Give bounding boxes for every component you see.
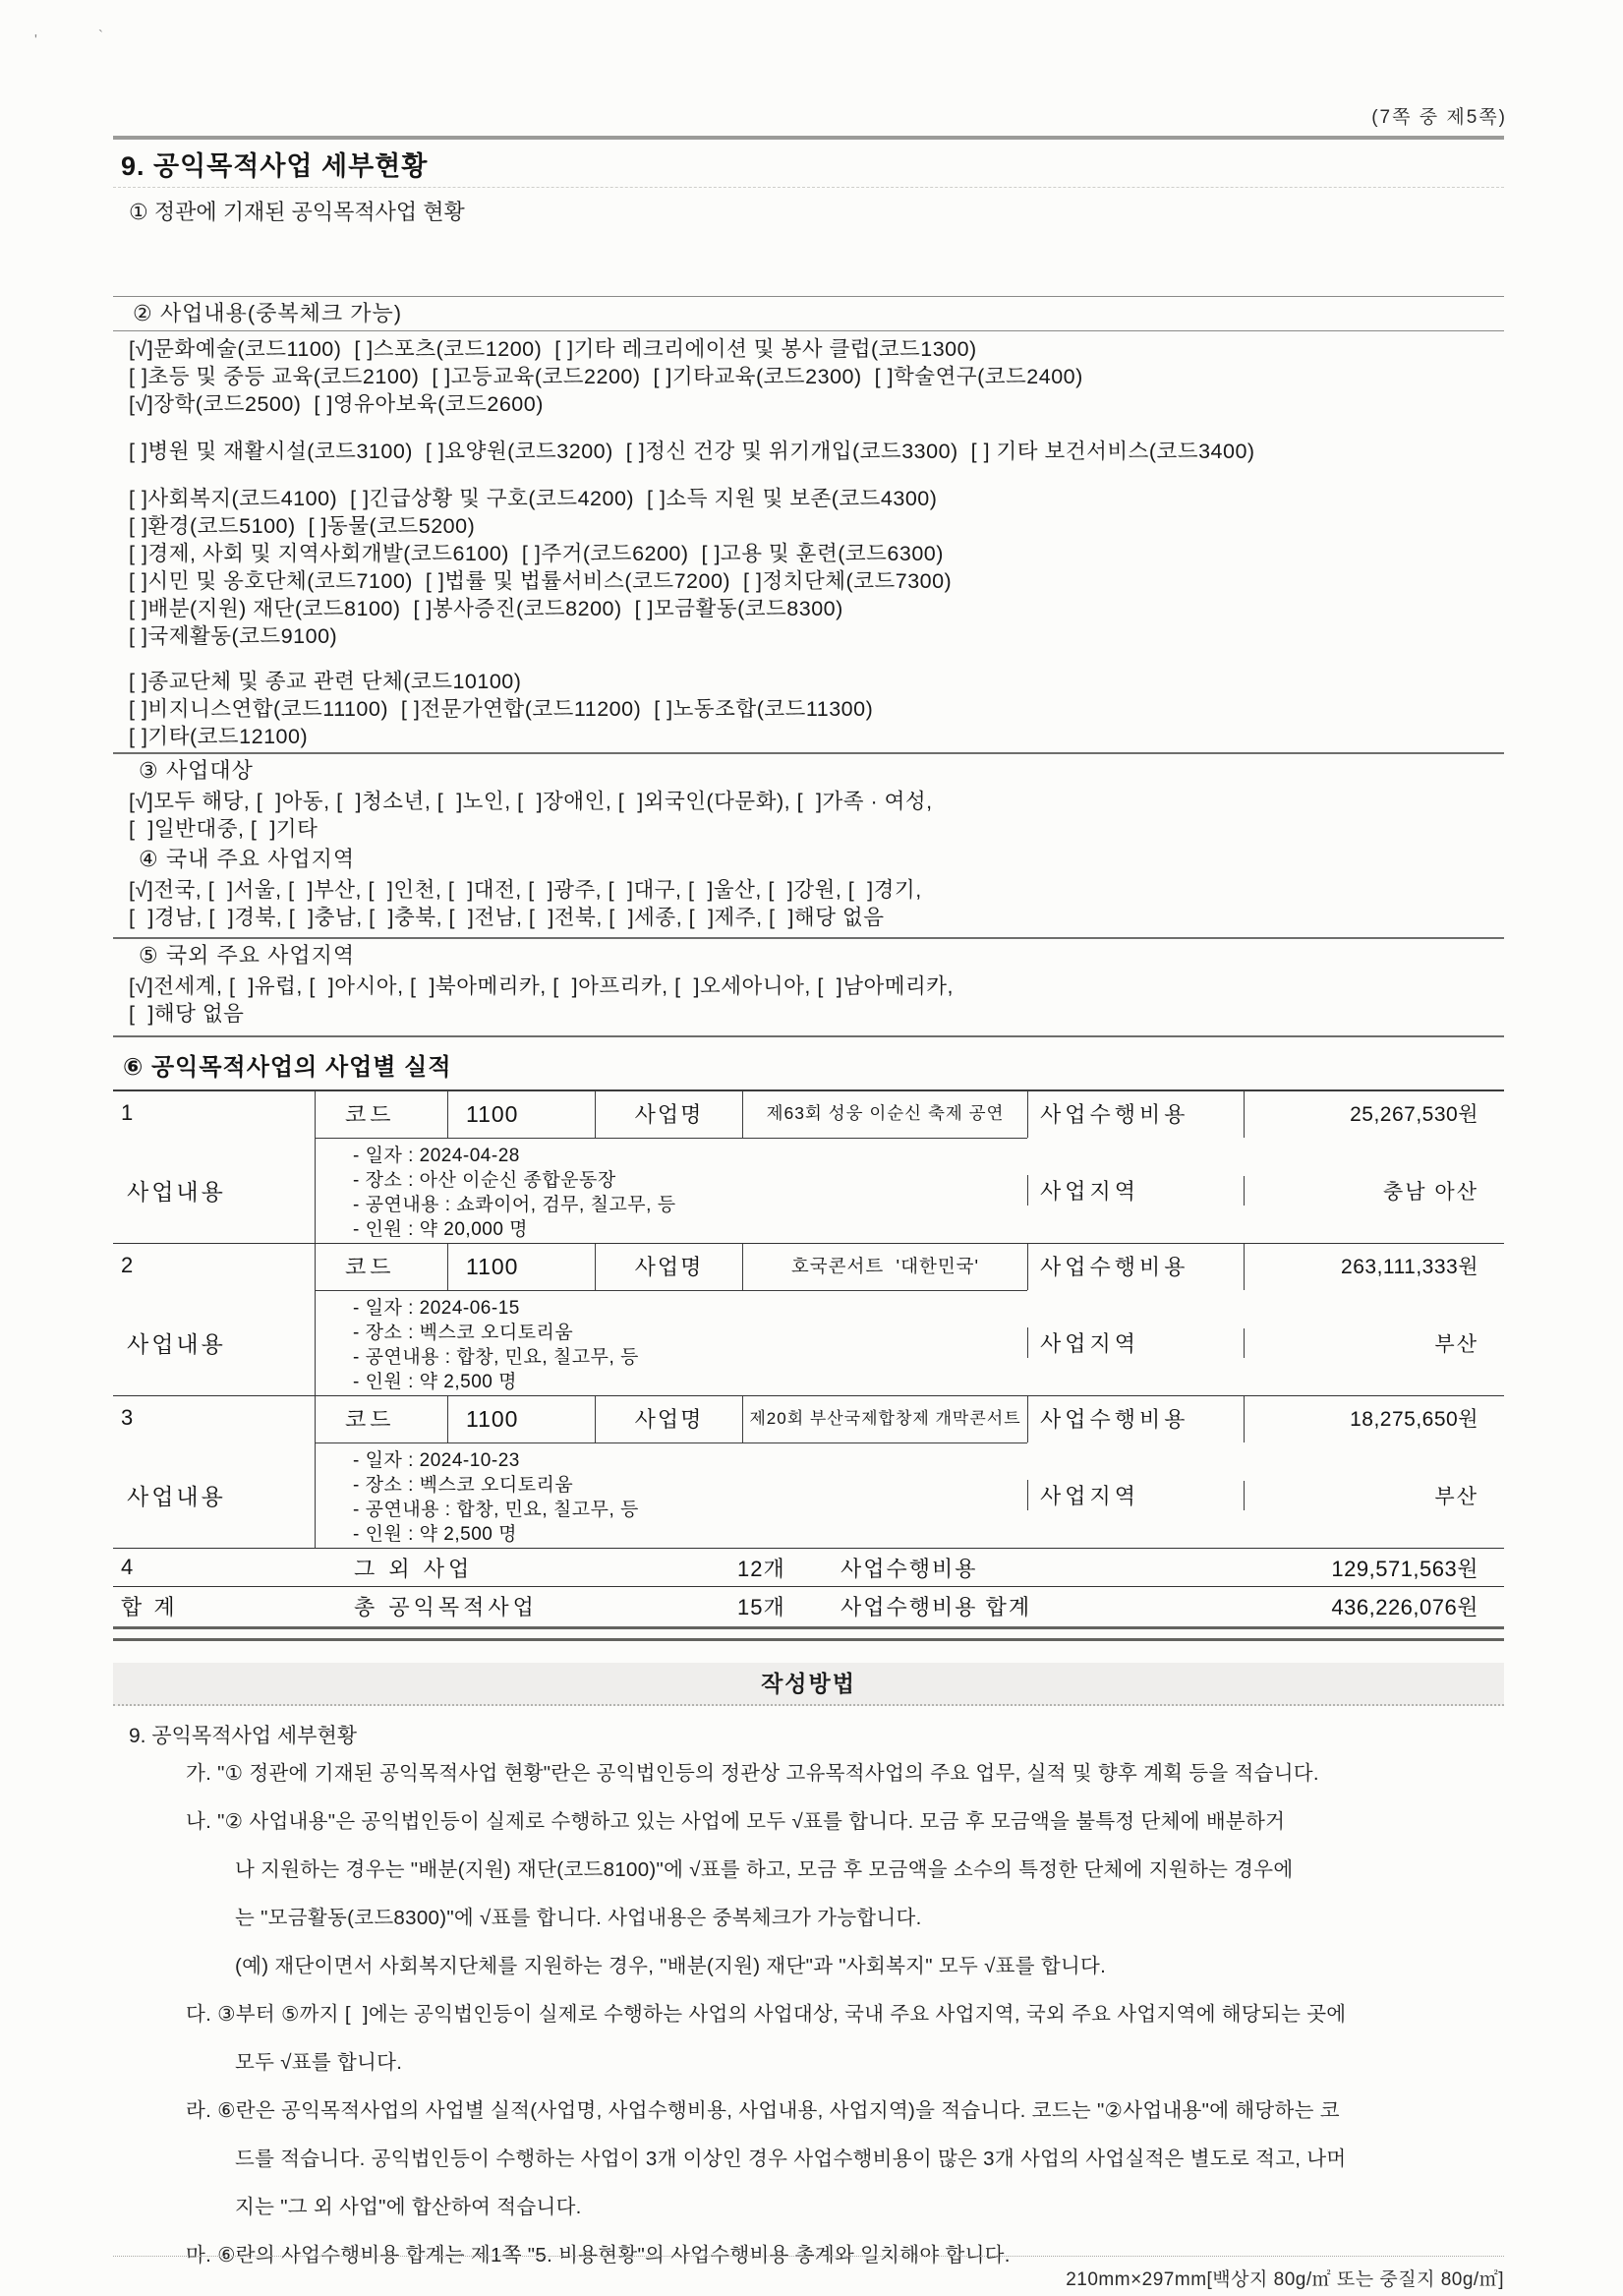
detail-line: - 인원 : 약 2,500 명 bbox=[353, 1372, 517, 1392]
checkbox-line: [ ]경남, [ ]경북, [ ]충남, [ ]충북, [ ]전남, [ ]전북, [ ]세종, [ ]제주, [ ]해당 없음 bbox=[129, 906, 885, 929]
code-value: 1100 bbox=[447, 1091, 595, 1138]
code-value: 1100 bbox=[447, 1396, 595, 1442]
project-number: 3 bbox=[121, 1405, 134, 1430]
instruction-line: 마. ⑥란의 사업수행비용 합계는 제1쪽 "5. 비용현황"의 사업수행비용 총계와 일치해야 합니다. bbox=[186, 2244, 1011, 2267]
region-label: 사업지역 bbox=[1027, 1480, 1244, 1510]
total-row bbox=[113, 1586, 1504, 1624]
checkbox-line: [ ]배분(지원) 재단(코드8100) [ ]봉사증진(코드8200) [ ]모금활동(코드8300) bbox=[129, 597, 843, 620]
region-value: 부산 bbox=[1244, 1481, 1504, 1510]
detail-label: 사업내용 bbox=[127, 1179, 226, 1205]
checkbox-line: [√]문화예술(코드1100) [ ]스포츠(코드1200) [ ]기타 레크리에이션 및 봉사 클럽(코드1300) bbox=[129, 337, 977, 361]
code-label: 코드 bbox=[315, 1091, 447, 1138]
detail-line: - 일자 : 2024-06-15 bbox=[353, 1298, 520, 1319]
cost-label: 사업수행비용 bbox=[1027, 1244, 1244, 1290]
checkbox-line: [ ]사회복지(코드4100) [ ]긴급상황 및 구호(코드4200) [ ]소득 지원 및 보존(코드4300) bbox=[129, 487, 938, 510]
project-name-value: 제20회 부산국제합창제 개막콘서트 bbox=[742, 1396, 1027, 1442]
project-row-3 bbox=[113, 1395, 1504, 1548]
cost-value: 18,275,650원 bbox=[1244, 1396, 1504, 1442]
detail-line: - 일자 : 2024-04-28 bbox=[353, 1146, 520, 1166]
project-row-1 bbox=[113, 1091, 1504, 1243]
spacer bbox=[113, 652, 1504, 664]
scan-artifact: ' bbox=[34, 31, 37, 48]
row-title: 그 외 사업 bbox=[354, 1556, 474, 1581]
region-value: 충남 아산 bbox=[1244, 1176, 1504, 1206]
checkbox-line: [√]모두 해당, [ ]아동, [ ]청소년, [ ]노인, [ ]장애인, [ ]외국인(다문화), [ ]가족 · 여성, bbox=[129, 790, 933, 813]
cost-label: 사업수행비용 bbox=[1027, 1091, 1244, 1138]
cost-value: 129,571,563원 bbox=[1331, 1556, 1478, 1581]
total-title: 총 공익목적사업 bbox=[354, 1594, 538, 1619]
checkbox-line: [√]전세계, [ ]유럽, [ ]아시아, [ ]북아메리카, [ ]아프리카, [ ]오세아니아, [ ]남아메리카, bbox=[129, 974, 955, 998]
region-value: 부산 bbox=[1244, 1328, 1504, 1358]
instruction-line: 모두 √표를 합니다. bbox=[235, 2051, 403, 2074]
cost-value: 263,111,333원 bbox=[1244, 1244, 1504, 1290]
project-number: 2 bbox=[121, 1253, 134, 1277]
subsection-1-heading: ① 정관에 기재된 공익목적사업 현황 bbox=[129, 200, 465, 224]
instruction-line: 다. ③부터 ⑤까지 [ ]에는 공익법인등이 실제로 수행하는 사업의 사업대상, 국내 주요 사업지역, 국외 주요 사업지역에 해당되는 곳에 bbox=[186, 2003, 1347, 2026]
table-end-divider bbox=[113, 1626, 1504, 1641]
instructions-heading: 작성방법 bbox=[113, 1663, 1504, 1706]
detail-line: - 장소 : 아산 이순신 종합운동장 bbox=[353, 1170, 616, 1191]
spacer bbox=[113, 420, 1504, 434]
checkbox-line: [ ]환경(코드5100) [ ]동물(코드5200) bbox=[129, 514, 476, 538]
subsection-5-heading: ⑤ 국외 주요 사업지역 bbox=[139, 943, 356, 968]
checkbox-line: [ ]초등 및 중등 교육(코드2100) [ ]고등교육(코드2200) [ ]기타교육(코드2300) [ ]학술연구(코드2400) bbox=[129, 365, 1083, 388]
checkbox-line: [√]장학(코드2500) [ ]영유아보육(코드2600) bbox=[129, 392, 544, 416]
business-code-group bbox=[113, 434, 1504, 467]
total-cost-value: 436,226,076원 bbox=[1331, 1594, 1478, 1619]
business-code-group bbox=[113, 331, 1504, 420]
project-number: 1 bbox=[121, 1100, 134, 1125]
total-cost-label: 사업수행비용 합계 bbox=[840, 1594, 1032, 1619]
section-title: 9. 공익목적사업 세부현황 bbox=[113, 140, 1504, 188]
detail-lines bbox=[315, 1442, 1027, 1548]
project-name-label: 사업명 bbox=[595, 1244, 742, 1290]
checkbox-line: [ ]시민 및 옹호단체(코드7100) [ ]법률 및 법률서비스(코드7200) [ ]정치단체(코드7300) bbox=[129, 569, 953, 593]
total-label: 합 계 bbox=[121, 1594, 178, 1619]
detail-lines bbox=[315, 1138, 1027, 1243]
checkbox-line: [ ]국제활동(코드9100) bbox=[129, 624, 338, 648]
document-body bbox=[113, 136, 1504, 2279]
detail-line: - 장소 : 벡스코 오디토리움 bbox=[353, 1323, 574, 1343]
code-label: 코드 bbox=[315, 1396, 447, 1442]
instruction-line: 나. "② 사업내용"은 공익법인등이 실제로 수행하고 있는 사업에 모두 √표를 합니다. 모금 후 모금액을 불특정 단체에 배분하거 bbox=[186, 1810, 1286, 1833]
detail-line: - 공연내용 : 합창, 민요, 칠고무, 등 bbox=[353, 1347, 639, 1368]
paper-spec-footer: 210mm×297mm[백상지 80g/㎡ 또는 중질지 80g/㎡] bbox=[113, 2256, 1504, 2291]
subsection-4-heading: ④ 국내 주요 사업지역 bbox=[139, 847, 356, 871]
instruction-line: 는 "모금활동(코드8300)"에 √표를 합니다. 사업내용은 중복체크가 가능합니다. bbox=[235, 1907, 922, 1929]
business-code-group bbox=[113, 481, 1504, 652]
instruction-line: 가. "① 정관에 기재된 공익목적사업 현황"란은 공익법인등의 정관상 고유목적사업의 주요 업무, 실적 및 향후 계획 등을 적습니다. bbox=[186, 1762, 1319, 1785]
spacer bbox=[113, 467, 1504, 481]
blank-entry-area bbox=[113, 223, 1504, 296]
row-number: 4 bbox=[121, 1555, 137, 1579]
total-count: 15개 bbox=[737, 1594, 785, 1619]
detail-line: - 인원 : 약 20,000 명 bbox=[353, 1219, 529, 1240]
project-row-2 bbox=[113, 1243, 1504, 1395]
checkbox-line: [ ]일반대중, [ ]기타 bbox=[129, 817, 319, 841]
instructions-subtitle: 9. 공익목적사업 세부현황 bbox=[129, 1725, 358, 1747]
detail-line: - 일자 : 2024-10-23 bbox=[353, 1450, 520, 1471]
detail-lines bbox=[315, 1290, 1027, 1395]
checkbox-line: [ ]경제, 사회 및 지역사회개발(코드6100) [ ]주거(코드6200) [ ]고용 및 훈련(코드6300) bbox=[129, 542, 944, 565]
subsection-2-heading: ② 사업내용(중복체크 가능) bbox=[133, 301, 403, 325]
other-projects-row bbox=[113, 1548, 1504, 1586]
instruction-line: 지는 "그 외 사업"에 합산하여 적습니다. bbox=[235, 2196, 582, 2218]
detail-label: 사업내용 bbox=[127, 1484, 226, 1509]
subsection-6-heading: ⑥ 공익목적사업의 사업별 실적 bbox=[123, 1054, 452, 1081]
cost-label: 사업수행비용 bbox=[840, 1556, 978, 1581]
project-name-value: 호국콘서트 '대한민국' bbox=[742, 1244, 1027, 1290]
business-code-group bbox=[113, 664, 1504, 752]
instruction-line: 라. ⑥란은 공익목적사업의 사업별 실적(사업명, 사업수행비용, 사업내용, 사업지역)을 적습니다. 코드는 "②사업내용"에 해당하는 코 bbox=[186, 2099, 1340, 2122]
region-label: 사업지역 bbox=[1027, 1327, 1244, 1358]
detail-line: - 장소 : 벡스코 오디토리움 bbox=[353, 1475, 574, 1496]
instructions-body bbox=[113, 1749, 1504, 2279]
instruction-line: 드를 적습니다. 공익법인등이 수행하는 사업이 3개 이상인 경우 사업수행비용이 많은 3개 사업의 사업실적은 별도로 적고, 나머 bbox=[235, 2148, 1347, 2170]
checkbox-line: [ ]비지니스연합(코드11100) [ ]전문가연합(코드11200) [ ]노동조합(코드11300) bbox=[129, 697, 874, 721]
detail-line: - 공연내용 : 쇼콰이어, 검무, 칠고무, 등 bbox=[353, 1195, 676, 1215]
detail-label: 사업내용 bbox=[127, 1331, 226, 1357]
scan-artifact: ` bbox=[98, 28, 103, 44]
page-number-marker: (7쪽 중 제5쪽) bbox=[1371, 107, 1507, 128]
code-label: 코드 bbox=[315, 1244, 447, 1290]
cost-value: 25,267,530원 bbox=[1244, 1091, 1504, 1138]
project-name-value: 제63회 성웅 이순신 축제 공연 bbox=[742, 1091, 1027, 1138]
checkbox-line: [√]전국, [ ]서울, [ ]부산, [ ]인천, [ ]대전, [ ]광주, [ ]대구, [ ]울산, [ ]강원, [ ]경기, bbox=[129, 878, 922, 902]
region-label: 사업지역 bbox=[1027, 1175, 1244, 1206]
subsection-3-heading: ③ 사업대상 bbox=[139, 758, 254, 783]
project-name-label: 사업명 bbox=[595, 1396, 742, 1442]
checkbox-line: [ ]기타(코드12100) bbox=[129, 725, 309, 748]
project-name-label: 사업명 bbox=[595, 1091, 742, 1138]
project-count: 12개 bbox=[737, 1556, 785, 1581]
code-value: 1100 bbox=[447, 1244, 595, 1290]
detail-line: - 공연내용 : 합창, 민요, 칠고무, 등 bbox=[353, 1500, 639, 1520]
checkbox-line: [ ]해당 없음 bbox=[129, 1002, 245, 1026]
instruction-line: 나 지원하는 경우는 "배분(지원) 재단(코드8100)"에 √표를 하고, 모금 후 모금액을 소수의 특정한 단체에 지원하는 경우에 bbox=[235, 1858, 1294, 1881]
performance-table bbox=[113, 1089, 1504, 1624]
checkbox-line: [ ]종교단체 및 종교 관련 단체(코드10100) bbox=[129, 670, 522, 693]
checkbox-line: [ ]병원 및 재활시설(코드3100) [ ]요양원(코드3200) [ ]정신 건강 및 위기개입(코드3300) [ ] 기타 보건서비스(코드3400) bbox=[129, 440, 1255, 463]
instruction-line: (예) 재단이면서 사회복지단체를 지원하는 경우, "배분(지원) 재단"과 "사회복지" 모두 √표를 합니다. bbox=[235, 1955, 1107, 1977]
cost-label: 사업수행비용 bbox=[1027, 1396, 1244, 1442]
detail-line: - 인원 : 약 2,500 명 bbox=[353, 1524, 517, 1545]
